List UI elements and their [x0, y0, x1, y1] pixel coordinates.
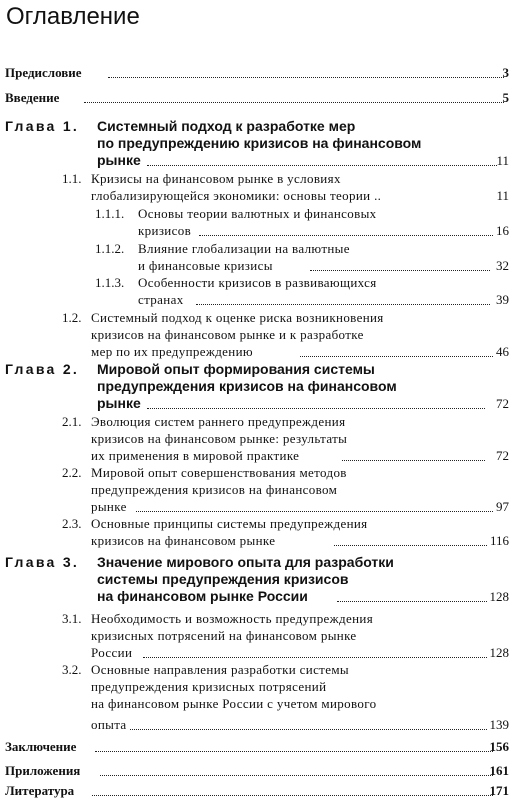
section-title-line: мер по их предупреждению [91, 344, 253, 359]
leader-dots [95, 751, 493, 752]
section-title-line: Кризисы на финансовом рынке в условиях [91, 171, 341, 186]
chapter-page: 128 [489, 589, 509, 604]
leader-dots [147, 408, 485, 409]
section-title-line: кризисов на финансовом рынке [91, 533, 276, 548]
section-title-line: предупреждения кризисных потрясений [91, 679, 327, 694]
leader-dots [337, 601, 487, 602]
chapter-title-line: Системный подход к разработке мер [97, 118, 356, 134]
subsection-title-line: Особенности кризисов в развивающихся [138, 275, 377, 290]
section-title-line: их применения в мировой практике [91, 448, 300, 463]
entry-title: Литература [5, 783, 75, 798]
section-page: 72 [496, 448, 509, 463]
section-title-line: Мировой опыт совершенствования методов [91, 465, 347, 480]
entry-title: Приложения [5, 763, 81, 778]
chapter-title-line: Значение мирового опыта для разработки [97, 554, 394, 570]
leader-dots [143, 657, 487, 658]
subsection-number: 1.1.3. [95, 275, 125, 290]
subsection-title-line: и финансовые кризисы [138, 258, 273, 273]
leader-dots [130, 729, 487, 730]
entry-page: 156 [489, 739, 509, 754]
subsection-number: 1.1.1. [95, 206, 125, 221]
section-page: 139 [489, 717, 509, 732]
section-title-line: кризисов на финансовом рынке: результаты [91, 431, 348, 446]
subsection-page: 16 [496, 223, 509, 238]
subsection-title-line: Основы теории валютных и финансовых [138, 206, 377, 221]
leader-dots [196, 304, 490, 305]
leader-dots [147, 165, 497, 166]
leader-dots [300, 356, 493, 357]
section-number: 1.1. [62, 171, 82, 186]
leader-dots [334, 545, 487, 546]
chapter-title-line: на финансовом рынке России [97, 588, 308, 604]
section-title-line: Основные принципы системы предупреждения [91, 516, 368, 531]
section-number: 2.1. [62, 414, 82, 429]
leader-dots [84, 102, 504, 103]
leader-dots [199, 235, 493, 236]
chapter-number: Глава 3. [5, 554, 80, 570]
chapter-title-line: рынке [97, 152, 141, 168]
section-page: 116 [489, 533, 509, 548]
subsection-title-line: кризисов [138, 223, 192, 238]
entry-title: Предисловие [5, 65, 82, 80]
chapter-number: Глава 2. [5, 361, 80, 377]
entry-page: 171 [489, 783, 509, 798]
subsection-page: 32 [496, 258, 509, 273]
leader-dots [342, 460, 485, 461]
chapter-title-line: системы предупреждения кризисов [97, 571, 349, 587]
chapter-title-line: по предупреждению кризисов на финансовом [97, 135, 422, 151]
leader-dots [136, 511, 493, 512]
section-title-line: кризисов на финансовом рынке и к разработке [91, 327, 364, 342]
entry-title: Заключение [5, 739, 77, 754]
chapter-page: 72 [496, 396, 509, 411]
section-title-line: предупреждения кризисов на финансовом [91, 482, 338, 497]
section-title-line: кризисных потрясений на финансовом рынке [91, 628, 357, 643]
section-number: 2.2. [62, 465, 82, 480]
leader-dots [310, 270, 490, 271]
chapter-title-line: предупреждения кризисов на финансовом [97, 378, 397, 394]
section-title-line: Основные направления разработки системы [91, 662, 349, 677]
section-title-line: России [91, 645, 133, 660]
section-number: 2.3. [62, 516, 82, 531]
subsection-page: 39 [496, 292, 509, 307]
subsection-number: 1.1.2. [95, 241, 125, 256]
section-number: 3.2. [62, 662, 82, 677]
entry-page: 3 [502, 65, 509, 80]
leader-dots [100, 775, 493, 776]
chapter-title-line: рынке [97, 395, 141, 411]
section-page: 11 [496, 188, 509, 203]
section-number: 3.1. [62, 611, 82, 626]
chapter-page: 11 [496, 153, 509, 168]
section-page: 97 [496, 499, 509, 514]
entry-page: 5 [502, 90, 509, 105]
subsection-title-line: странах [138, 292, 184, 307]
chapter-number: Глава 1. [5, 118, 80, 134]
section-page: 46 [496, 344, 509, 359]
leader-dots [108, 77, 504, 78]
section-title-line: глобализирующейся экономики: основы теории .. [91, 188, 382, 203]
section-title-line: на финансовом рынке России с учетом мирового [91, 696, 377, 711]
section-page: 128 [489, 645, 509, 660]
subsection-title-line: Влияние глобализации на валютные [138, 241, 350, 256]
section-title-line: опыта [91, 717, 127, 732]
section-title-line: Эволюция систем раннего предупреждения [91, 414, 346, 429]
section-title-line: рынке [91, 499, 127, 514]
chapter-title-line: Мировой опыт формирования системы [97, 361, 375, 377]
leader-dots [92, 795, 493, 796]
entry-title: Введение [5, 90, 60, 105]
entry-page: 161 [489, 763, 509, 778]
toc-heading: Оглавление [6, 3, 140, 30]
section-title-line: Системный подход к оценке риска возникновения [91, 310, 384, 325]
section-number: 1.2. [62, 310, 82, 325]
section-title-line: Необходимость и возможность предупреждения [91, 611, 374, 626]
